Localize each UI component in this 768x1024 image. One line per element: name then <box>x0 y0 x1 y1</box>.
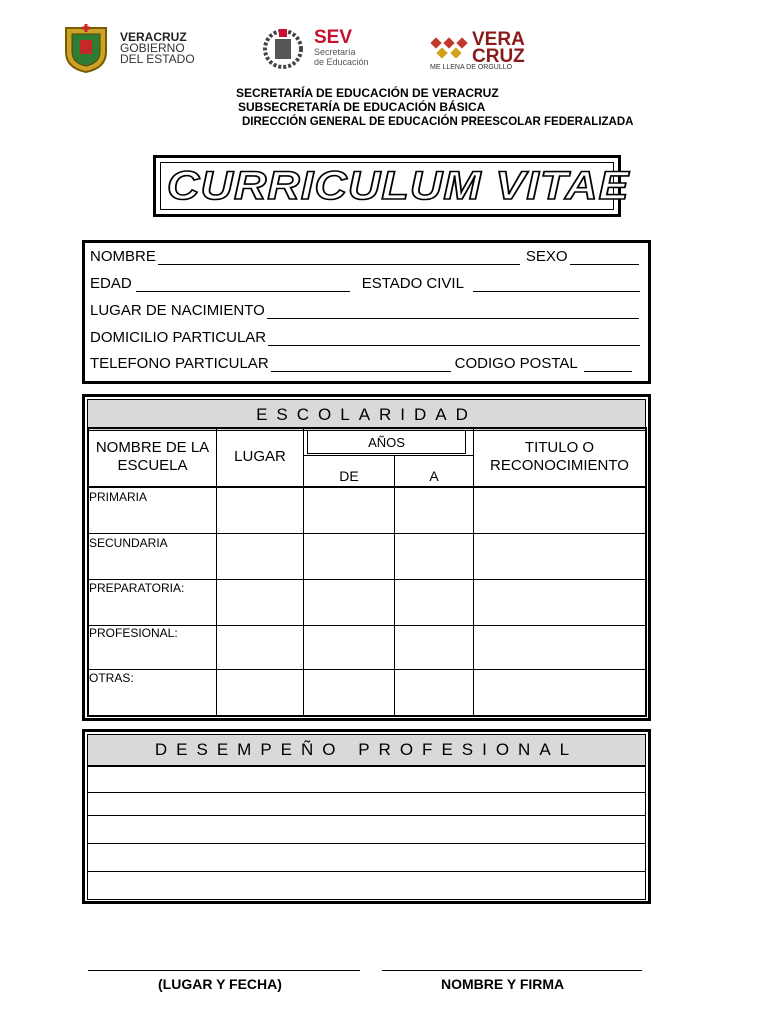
institution-line-1: SECRETARÍA DE EDUCACIÓN DE VERACRUZ <box>236 86 499 100</box>
lugar-nacimiento-field[interactable] <box>267 303 639 319</box>
brand-cruz: CRUZ <box>472 46 525 67</box>
escolaridad-heading: ESCOLARIDAD <box>87 399 646 431</box>
codigo-postal-field[interactable] <box>584 356 632 372</box>
document-title: CURRICULUM VITAE <box>167 163 630 208</box>
col-header-escuela <box>89 439 216 475</box>
codigo-postal-label: CODIGO POSTAL <box>454 355 578 372</box>
sev-logo <box>260 22 369 74</box>
domicilio-field[interactable] <box>268 330 640 346</box>
veracruz-shield-icon <box>60 22 112 74</box>
lugar-nacimiento-label: LUGAR DE NACIMIENTO <box>90 302 265 319</box>
estado-civil-label: ESTADO CIVIL <box>361 275 464 292</box>
col-line <box>645 427 647 717</box>
col-titulo-line2: RECONOCIMIENTO <box>490 457 629 474</box>
header-bottom-line <box>87 486 646 488</box>
sev-acronym: SEV <box>314 27 353 48</box>
row-line <box>87 669 646 670</box>
col-escuela-line2: ESCUELA <box>117 457 188 474</box>
personal-data-section <box>82 240 651 384</box>
table-bottom-line <box>87 715 646 717</box>
row-label-preparatoria: PREPARATORIA: <box>89 581 185 595</box>
veracruz-logo-line3: DEL ESTADO <box>120 51 195 66</box>
nombre-firma-line[interactable] <box>382 970 642 971</box>
institution-line-2: SUBSECRETARÍA DE EDUCACIÓN BÁSICA <box>238 100 486 114</box>
veracruz-pattern-icon <box>430 31 468 65</box>
desempeno-line[interactable] <box>87 815 646 844</box>
telefono-field[interactable] <box>271 356 451 372</box>
row-label-otras: OTRAS: <box>89 671 134 685</box>
row-label-secundaria: SECUNDARIA <box>89 536 168 550</box>
desempeno-line[interactable] <box>87 843 646 872</box>
col-header-lugar: LUGAR <box>234 448 286 465</box>
sev-emblem-icon <box>260 25 306 71</box>
desempeno-section <box>82 729 651 904</box>
col-line <box>216 427 217 717</box>
row-line <box>87 533 646 534</box>
table-top-line <box>87 427 646 429</box>
veracruz-brand-logo <box>430 22 525 74</box>
veracruz-logo-line2: GOBIERNO <box>120 40 185 55</box>
edad-label: EDAD <box>90 275 132 292</box>
telefono-label: TELEFONO PARTICULAR <box>90 355 269 372</box>
desempeno-line[interactable] <box>87 871 646 900</box>
institution-line-3: DIRECCIÓN GENERAL DE EDUCACIÓN PREESCOLAR FEDERALIZADA <box>242 116 634 128</box>
sev-line2: de Educación <box>314 57 369 67</box>
nombre-label: NOMBRE <box>90 248 156 265</box>
col-header-de: DE <box>339 468 359 484</box>
veracruz-government-logo <box>60 22 195 74</box>
row-lugar-nacimiento <box>90 299 639 319</box>
col-line <box>394 455 395 717</box>
sexo-label: SEXO <box>525 248 568 265</box>
row-line <box>87 579 646 580</box>
edad-field[interactable] <box>136 276 350 292</box>
sev-line1: Secretaría <box>314 47 356 57</box>
brand-tagline: ME LLENA DE ORGULLO <box>430 64 513 71</box>
row-domicilio <box>90 326 640 346</box>
nombre-firma-label: NOMBRE Y FIRMA <box>441 976 565 992</box>
header-logos <box>60 22 550 74</box>
col-escuela-line1: NOMBRE DE LA <box>95 439 210 456</box>
row-telefono-cp <box>90 352 632 372</box>
desempeno-line[interactable] <box>87 792 646 816</box>
anos-split-line <box>304 455 473 456</box>
veracruz-logo-line1: VERACRUZ <box>120 29 187 44</box>
row-nombre-sexo <box>90 245 639 265</box>
desempeno-heading: DESEMPEÑO PROFESIONAL <box>87 734 646 766</box>
brand-vera: VERA <box>472 29 525 50</box>
title-box <box>153 155 630 217</box>
estado-civil-field[interactable] <box>473 276 640 292</box>
row-label-primaria: PRIMARIA <box>89 490 148 504</box>
col-header-anos: AÑOS <box>307 430 466 454</box>
col-header-a: A <box>429 468 439 484</box>
lugar-fecha-label: (LUGAR Y FECHA) <box>158 976 282 992</box>
col-titulo-line1: TITULO O <box>524 439 595 456</box>
desempeno-line[interactable] <box>87 766 646 793</box>
nombre-field[interactable] <box>158 249 520 265</box>
col-header-titulo <box>474 439 645 475</box>
sexo-field[interactable] <box>570 249 639 265</box>
row-edad-civil <box>90 272 640 292</box>
lugar-fecha-line[interactable] <box>88 970 360 971</box>
domicilio-label: DOMICILIO PARTICULAR <box>90 329 267 346</box>
row-label-profesional: PROFESIONAL: <box>89 626 178 640</box>
